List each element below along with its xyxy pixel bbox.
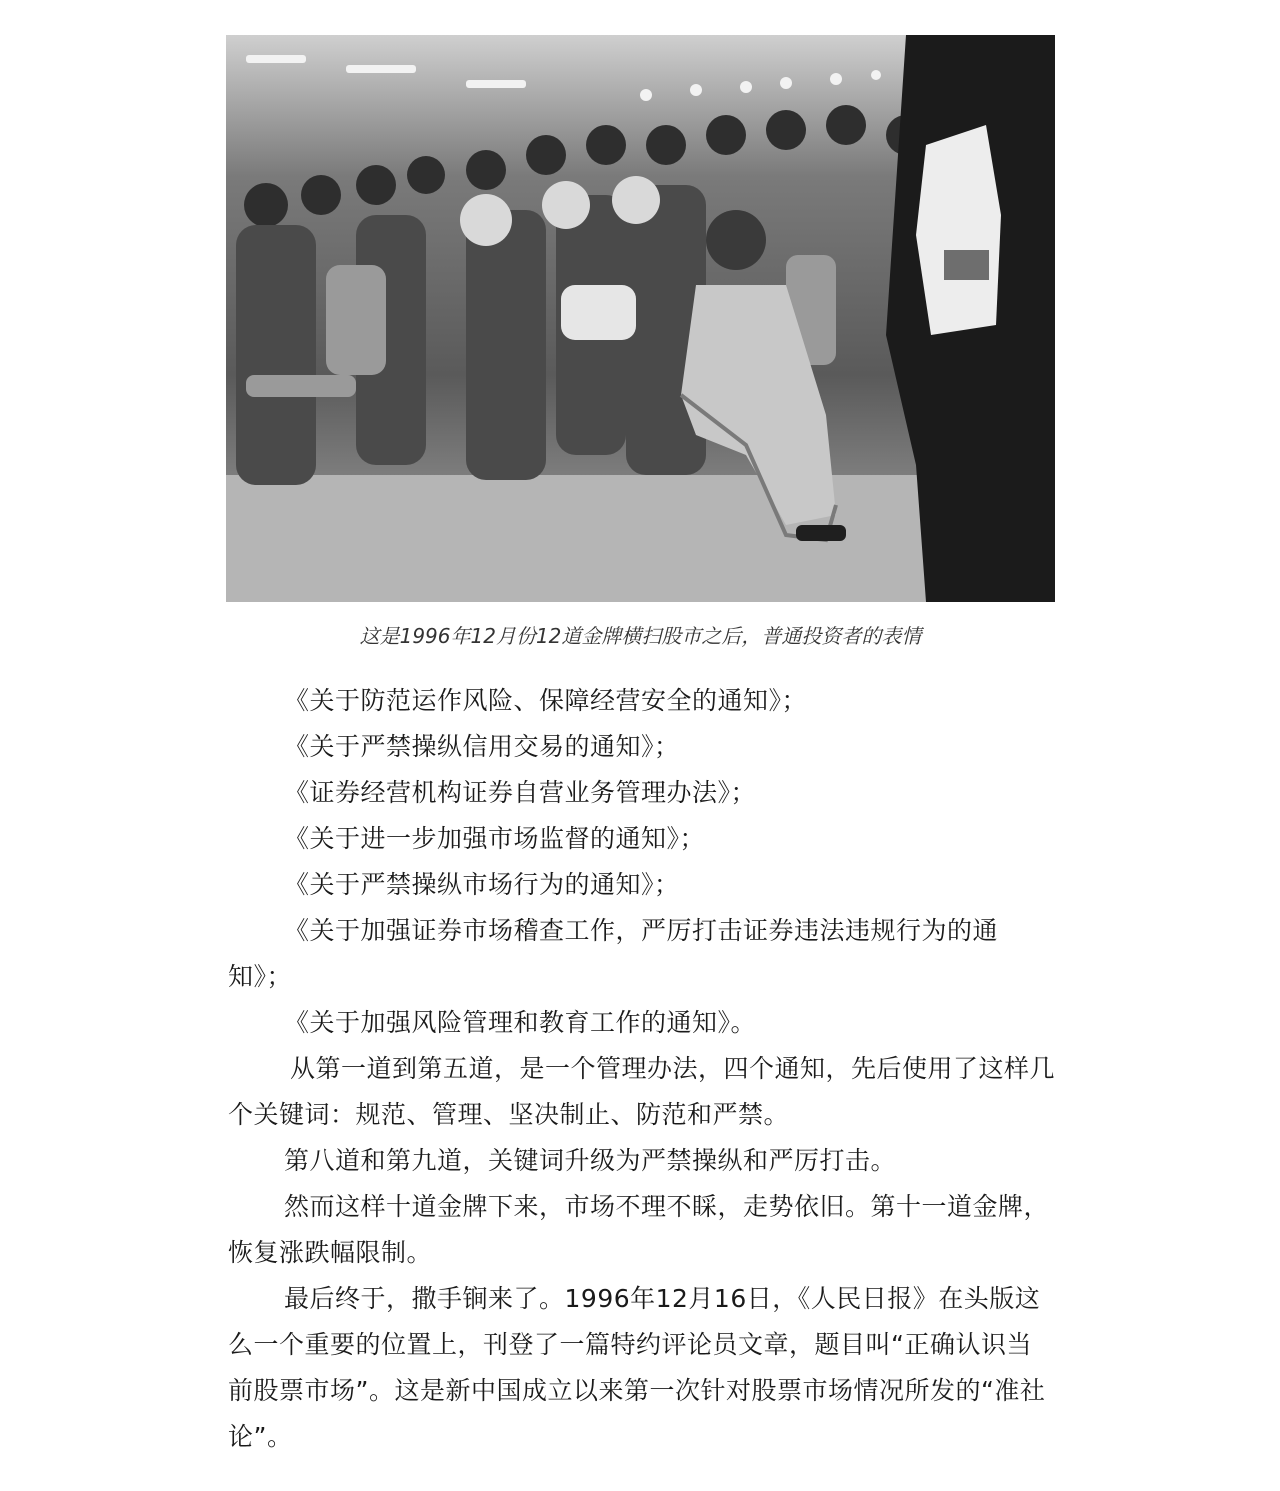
crowd-photo [226, 35, 1055, 602]
article-body [228, 678, 1056, 1460]
photo-caption: 这是1996年12月份12道金牌横扫股市之后，普通投资者的表情 [359, 624, 922, 648]
crowd-photo-illustration [226, 35, 1055, 602]
paragraph: 然而这样十道金牌下来，市场不理不睬，走势依旧。第十一道金牌，恢复涨跌幅限制。 [228, 1192, 1050, 1267]
notice-item: 《关于防范运作风险、保障经营安全的通知》； [284, 686, 808, 715]
notice-item: 《证券经营机构证券自营业务管理办法》； [284, 778, 757, 807]
paragraph: 最后终于，撒手锏来了。1996年12月16日，《人民日报》在头版这么一个重要的位置上，刊登了一篇特约评论员文章，题目叫“正确认识当前股票市场”。这是新中国成立以来第一次针对股票市场情况所发的“准社论”。 [228, 1284, 1046, 1451]
notice-item: 《关于严禁操纵市场行为的通知》； [284, 870, 680, 899]
notice-item: 《关于进一步加强市场监督的通知》； [284, 824, 706, 853]
paragraph: 从第一道到第五道，是一个管理办法，四个通知，先后使用了这样几个关键词：规范、管理、坚决制止、防范和严禁。 [228, 1054, 1056, 1129]
notice-item: 《关于严禁操纵信用交易的通知》； [284, 732, 680, 761]
paragraph: 第八道和第九道，关键词升级为严禁操纵和严厉打击。 [284, 1146, 897, 1175]
notice-item: 《关于加强风险管理和教育工作的通知》。 [284, 1008, 757, 1037]
notice-item: 《关于加强证券市场稽查工作，严厉打击证券违法违规行为的通知》； [228, 916, 999, 991]
